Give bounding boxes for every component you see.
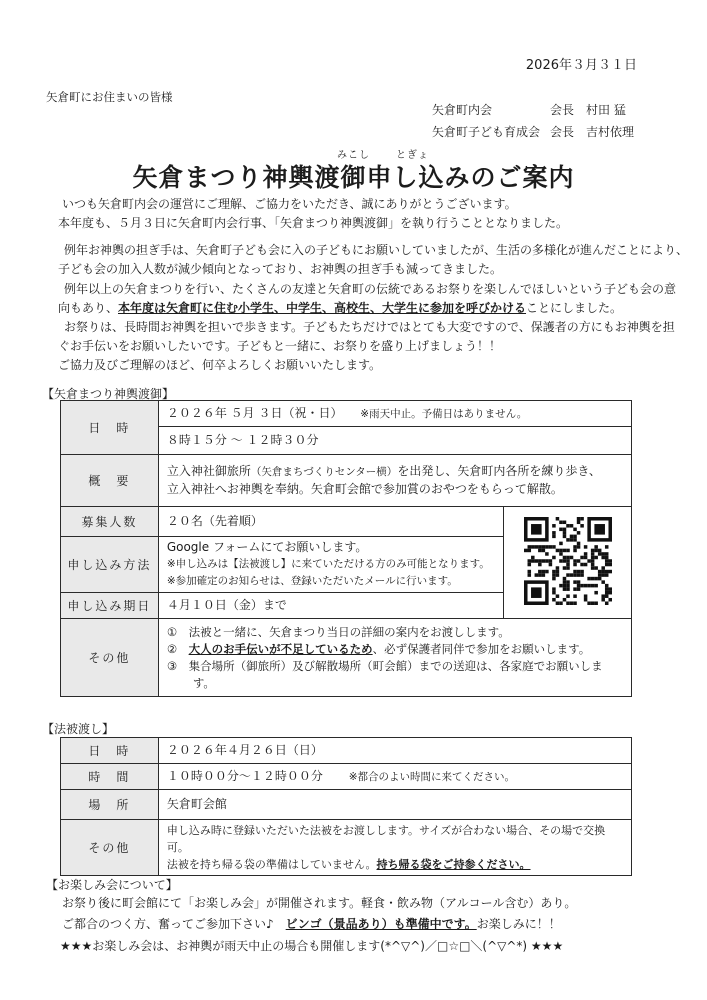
summary-header: 概 要: [61, 455, 159, 507]
other-text: ②: [166, 641, 189, 656]
sender-org: 矢倉町内会: [432, 103, 493, 117]
happi-table: [60, 737, 632, 876]
deadline-value: ４月１０日（金）まで: [158, 593, 503, 619]
happi-other-text: 法被を持ち帰る袋の準備はしていません。: [166, 858, 377, 871]
intro-line: ご協力及びご理解のほど、何卒よろしくお願いいたします。: [58, 358, 382, 372]
summary-note: （矢倉まちづくりセンター横）: [250, 466, 398, 478]
date-value: ２０２６年 ５月 ３日（祝・日）: [166, 405, 343, 420]
capacity-header: 募集人数: [61, 507, 159, 537]
page-title: 矢倉まつり神輿渡御申し込みのご案内: [132, 163, 575, 192]
happi-time-note: ※都合のよい時間に来てください。: [348, 770, 515, 783]
intro-line: 例年お神輿の担ぎ手は、矢倉町子ども会に入の子どもにお願いしていましたが、生活の多様化が進んだことにより、: [64, 243, 689, 257]
intro-line: お祭りは、長時間お神輿を担いで歩きます。子どもたちだけではとても大変ですので、保護者の方にもお神輿を担: [64, 320, 675, 334]
intro-line-emphasis: [58, 298, 622, 318]
deadline-header: 申し込み期日: [61, 593, 159, 619]
summary-cell: [158, 455, 631, 507]
happi-time-value: １０時００分～１２時００分: [166, 768, 323, 783]
method-text: ※申し込みは【法被渡し】に来ていただける方のみ可能となります。: [166, 558, 490, 570]
happi-place-value: 矢倉町会館: [158, 790, 631, 820]
intro-text: 向もあり、: [58, 301, 119, 315]
fun-underlined: ビンゴ（景品あり）も準備中です。: [285, 917, 477, 931]
section-label-happi: 【法被渡し】: [42, 722, 115, 736]
addressee: 矢倉町にお住まいの皆様: [46, 90, 173, 104]
time-value: ８時１５分 ～ １２時３０分: [158, 427, 631, 455]
sender-role: 会長: [550, 125, 575, 139]
method-text: Google フォームにてお願いします。: [166, 540, 368, 554]
method-text: ※参加確定のお知らせは、登録いただいたメールに行います。: [166, 575, 458, 587]
intro-line: 例年以上の矢倉まつりを行い、たくさんの友達と矢倉町の伝統であるお祭りを楽しんでほしいという子ども会の意: [64, 282, 677, 296]
sender-role: 会長: [550, 103, 575, 117]
summary-text: を出発し、矢倉町内各所を練り歩き、: [397, 464, 601, 478]
sender-line-1: [432, 101, 626, 118]
other-text: ③ 集合場所（御旅所）及び解散場所（町会館）までの送迎は、各家庭でお願いしま: [166, 658, 603, 673]
sender-name: 村田 猛: [586, 103, 626, 117]
fun-text: ご都合のつく方、奮ってご参加下さい♪: [62, 917, 286, 931]
method-header: 申し込み方法: [61, 537, 159, 593]
intro-line: 本年度も、５月３日に矢倉町内会行事、「矢倉まつり神輿渡御」を執り行うこととなりました。: [58, 216, 569, 230]
date-note: ※雨天中止。予備日はありません。: [360, 407, 528, 420]
date-time-header: 日 時: [61, 401, 159, 455]
intro-underlined: 本年度は矢倉町に住む小学生、中学生、高校生、大学生に参加を呼びかける: [118, 301, 527, 315]
fun-line-3: ★★★お楽しみ会は、お神輿が雨天中止の場合も開催します(*^▽^)／□☆□＼(^▽^*) ★★★: [60, 939, 564, 953]
other-cell: [158, 619, 631, 697]
happi-date-header: 日 時: [61, 738, 159, 764]
document-date: 2026年３月３１日: [525, 58, 637, 73]
fun-line-1: お祭り後に町会館にて「お楽しみ会」が開催されます。軽食・飲み物（アルコール含む）あり。: [62, 896, 577, 910]
fun-text: お楽しみに！！: [476, 917, 561, 931]
happi-other-underlined: 持ち帰る袋をご持参ください。: [376, 858, 531, 871]
happi-other-cell: [158, 820, 631, 876]
summary-text: 立入神社へお神輿を奉納。矢倉町会館で参加賞のおやつをもらって解散。: [166, 482, 563, 496]
mikoshi-table: [60, 400, 632, 697]
other-text: ① 法被と一緒に、矢倉まつり当日の詳細の案内をお渡しします。: [166, 624, 510, 639]
happi-place-header: 場 所: [61, 790, 159, 820]
title-ruby-togyo: とぎょ: [396, 150, 429, 161]
sender-name: 吉村依理: [586, 125, 635, 139]
qr-code-icon[interactable]: [524, 517, 612, 605]
qr-cell: [504, 507, 632, 619]
summary-text: 立入神社御旅所: [166, 464, 251, 478]
happi-other-header: その他: [61, 820, 159, 876]
sender-line-2: [432, 123, 634, 140]
title-ruby-mikoshi: みこし: [337, 150, 370, 161]
date-cell: [158, 401, 631, 427]
other-header: その他: [61, 619, 159, 697]
other-text: す。: [192, 675, 215, 690]
sender-org: 矢倉町子ども育成会: [432, 125, 541, 139]
section-label-mikoshi: 【矢倉まつり神輿渡御】: [42, 387, 175, 401]
capacity-value: ２０名（先着順）: [158, 507, 503, 537]
fun-line-2: [62, 914, 561, 935]
intro-line: いつも矢倉町内会の運営にご理解、ご協力をいただき、誠にありがとうございます。: [62, 197, 517, 211]
happi-other-text: 申し込み時に登録いただいた法被をお渡しします。サイズが合わない場合、その場で交換可。: [166, 824, 606, 854]
intro-text: ことにしました。: [526, 301, 623, 315]
intro-line: ぐお手伝いをお願いしたいです。子どもと一緒に、お祭りを盛り上げましょう！！: [58, 339, 502, 353]
happi-date-value: ２０２６年４月２６日（日）: [158, 738, 631, 764]
other-underlined: 大人のお手伝いが不足しているため: [188, 641, 373, 656]
happi-time-header: 時 間: [61, 764, 159, 790]
section-label-fun: 【お楽しみ会について】: [46, 878, 178, 892]
happi-time-cell: [158, 764, 631, 790]
other-text: 、必ず保護者同伴で参加をお願いします。: [372, 641, 591, 656]
intro-line: 子ども会の加入人数が減少傾向となっており、お神輿の担ぎ手も減ってきました。: [58, 262, 503, 276]
method-cell: [158, 537, 503, 593]
